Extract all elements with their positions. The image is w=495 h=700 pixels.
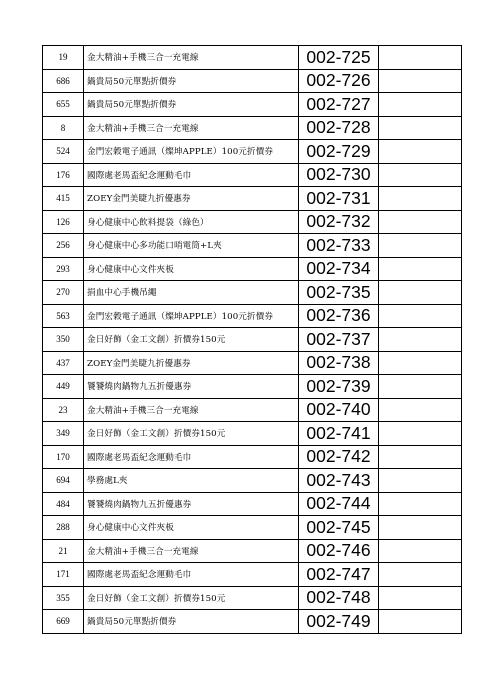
table-row bbox=[43, 469, 462, 493]
draw-number-cell: 484 bbox=[43, 492, 84, 516]
table-row bbox=[43, 422, 462, 446]
table-row bbox=[43, 304, 462, 328]
draw-number-cell: 288 bbox=[43, 516, 84, 540]
draw-number-cell: 170 bbox=[43, 445, 84, 469]
blank-cell bbox=[379, 492, 462, 516]
draw-number-cell: 349 bbox=[43, 422, 84, 446]
blank-cell bbox=[379, 610, 462, 634]
blank-cell bbox=[379, 69, 462, 93]
blank-cell bbox=[379, 281, 462, 305]
draw-number-cell: 686 bbox=[43, 69, 84, 93]
prize-item-cell: 金日好飾（金工文創）折價券150元 bbox=[84, 328, 299, 352]
blank-cell bbox=[379, 375, 462, 399]
prize-code-cell: 002-726 bbox=[299, 69, 379, 93]
table-row bbox=[43, 116, 462, 140]
blank-cell bbox=[379, 516, 462, 540]
prize-item-cell: 金大精油+手機三合一充電線 bbox=[84, 398, 299, 422]
prize-code-cell: 002-732 bbox=[299, 210, 379, 234]
blank-cell bbox=[379, 140, 462, 164]
table-row bbox=[43, 257, 462, 281]
draw-number-cell: 437 bbox=[43, 351, 84, 375]
prize-item-cell: 金門宏穀電子通訊（燦坤APPLE）100元折價券 bbox=[84, 304, 299, 328]
prize-code-cell: 002-740 bbox=[299, 398, 379, 422]
prize-code-cell: 002-737 bbox=[299, 328, 379, 352]
prize-code-cell: 002-745 bbox=[299, 516, 379, 540]
table-row bbox=[43, 610, 462, 634]
prize-item-cell: 金大精油+手機三合一充電線 bbox=[84, 46, 299, 70]
prize-code-cell: 002-728 bbox=[299, 116, 379, 140]
table-row bbox=[43, 445, 462, 469]
blank-cell bbox=[379, 93, 462, 117]
table-row bbox=[43, 398, 462, 422]
prize-item-cell: 身心健康中心多功能口哨電筒+L夾 bbox=[84, 234, 299, 258]
draw-number-cell: 694 bbox=[43, 469, 84, 493]
draw-number-cell: 270 bbox=[43, 281, 84, 305]
blank-cell bbox=[379, 187, 462, 211]
draw-number-cell: 524 bbox=[43, 140, 84, 164]
draw-number-cell: 256 bbox=[43, 234, 84, 258]
table-row bbox=[43, 187, 462, 211]
prize-item-cell: 身心健康中心飲料提袋（綠色） bbox=[84, 210, 299, 234]
table-row bbox=[43, 539, 462, 563]
table-row bbox=[43, 93, 462, 117]
prize-code-cell: 002-747 bbox=[299, 563, 379, 587]
draw-number-cell: 21 bbox=[43, 539, 84, 563]
prize-code-cell: 002-742 bbox=[299, 445, 379, 469]
blank-cell bbox=[379, 563, 462, 587]
table-row bbox=[43, 375, 462, 399]
prize-code-cell: 002-735 bbox=[299, 281, 379, 305]
prize-code-cell: 002-743 bbox=[299, 469, 379, 493]
draw-number-cell: 293 bbox=[43, 257, 84, 281]
blank-cell bbox=[379, 328, 462, 352]
prize-table-body bbox=[43, 46, 462, 634]
prize-code-cell: 002-741 bbox=[299, 422, 379, 446]
table-row bbox=[43, 234, 462, 258]
prize-item-cell: 金大精油+手機三合一充電線 bbox=[84, 116, 299, 140]
draw-number-cell: 669 bbox=[43, 610, 84, 634]
prize-item-cell: 金日好飾（金工文創）折價券150元 bbox=[84, 586, 299, 610]
draw-number-cell: 176 bbox=[43, 163, 84, 187]
draw-number-cell: 23 bbox=[43, 398, 84, 422]
draw-number-cell: 449 bbox=[43, 375, 84, 399]
prize-item-cell: 金門宏穀電子通訊（燦坤APPLE）100元折價券 bbox=[84, 140, 299, 164]
prize-item-cell: 國際處老馬盃紀念運動毛巾 bbox=[84, 163, 299, 187]
blank-cell bbox=[379, 351, 462, 375]
prize-code-cell: 002-738 bbox=[299, 351, 379, 375]
table-row bbox=[43, 281, 462, 305]
table-row bbox=[43, 351, 462, 375]
prize-item-cell: 身心健康中心文件夾板 bbox=[84, 257, 299, 281]
table-row bbox=[43, 140, 462, 164]
table-row bbox=[43, 46, 462, 70]
prize-item-cell: 捐血中心手機吊繩 bbox=[84, 281, 299, 305]
prize-code-cell: 002-729 bbox=[299, 140, 379, 164]
prize-code-cell: 002-730 bbox=[299, 163, 379, 187]
prize-item-cell: 饕饕燒肉鍋物九五折優惠券 bbox=[84, 375, 299, 399]
draw-number-cell: 563 bbox=[43, 304, 84, 328]
blank-cell bbox=[379, 469, 462, 493]
prize-code-cell: 002-733 bbox=[299, 234, 379, 258]
prize-item-cell: 鍋貴局50元單點折價券 bbox=[84, 93, 299, 117]
draw-number-cell: 415 bbox=[43, 187, 84, 211]
blank-cell bbox=[379, 445, 462, 469]
blank-cell bbox=[379, 163, 462, 187]
table-row bbox=[43, 492, 462, 516]
blank-cell bbox=[379, 586, 462, 610]
prize-item-cell: 鍋貴局50元單點折價券 bbox=[84, 69, 299, 93]
prize-code-cell: 002-725 bbox=[299, 46, 379, 70]
prize-item-cell: 鍋貴局50元單點折價券 bbox=[84, 610, 299, 634]
blank-cell bbox=[379, 422, 462, 446]
blank-cell bbox=[379, 210, 462, 234]
table-row bbox=[43, 516, 462, 540]
prize-code-cell: 002-736 bbox=[299, 304, 379, 328]
prize-code-cell: 002-748 bbox=[299, 586, 379, 610]
prize-item-cell: 國際處老馬盃紀念運動毛巾 bbox=[84, 445, 299, 469]
draw-number-cell: 8 bbox=[43, 116, 84, 140]
draw-number-cell: 19 bbox=[43, 46, 84, 70]
blank-cell bbox=[379, 257, 462, 281]
draw-number-cell: 655 bbox=[43, 93, 84, 117]
draw-number-cell: 350 bbox=[43, 328, 84, 352]
blank-cell bbox=[379, 398, 462, 422]
draw-number-cell: 355 bbox=[43, 586, 84, 610]
draw-number-cell: 171 bbox=[43, 563, 84, 587]
prize-table bbox=[42, 45, 462, 634]
table-row bbox=[43, 69, 462, 93]
table-row bbox=[43, 328, 462, 352]
blank-cell bbox=[379, 46, 462, 70]
prize-code-cell: 002-727 bbox=[299, 93, 379, 117]
blank-cell bbox=[379, 234, 462, 258]
prize-code-cell: 002-744 bbox=[299, 492, 379, 516]
blank-cell bbox=[379, 539, 462, 563]
prize-code-cell: 002-749 bbox=[299, 610, 379, 634]
prize-code-cell: 002-746 bbox=[299, 539, 379, 563]
blank-cell bbox=[379, 116, 462, 140]
table-row bbox=[43, 563, 462, 587]
draw-number-cell: 126 bbox=[43, 210, 84, 234]
prize-item-cell: ZOEY金門美睫九折優惠券 bbox=[84, 351, 299, 375]
table-row bbox=[43, 586, 462, 610]
prize-item-cell: 身心健康中心文件夾板 bbox=[84, 516, 299, 540]
prize-code-cell: 002-731 bbox=[299, 187, 379, 211]
prize-item-cell: 學務處L夾 bbox=[84, 469, 299, 493]
prize-code-cell: 002-734 bbox=[299, 257, 379, 281]
table-row bbox=[43, 163, 462, 187]
prize-item-cell: 國際處老馬盃紀念運動毛巾 bbox=[84, 563, 299, 587]
prize-item-cell: 金大精油+手機三合一充電線 bbox=[84, 539, 299, 563]
blank-cell bbox=[379, 304, 462, 328]
table-row bbox=[43, 210, 462, 234]
prize-item-cell: ZOEY金門美睫九折優惠券 bbox=[84, 187, 299, 211]
prize-item-cell: 饕饕燒肉鍋物九五折優惠券 bbox=[84, 492, 299, 516]
prize-item-cell: 金日好飾（金工文創）折價券150元 bbox=[84, 422, 299, 446]
prize-code-cell: 002-739 bbox=[299, 375, 379, 399]
